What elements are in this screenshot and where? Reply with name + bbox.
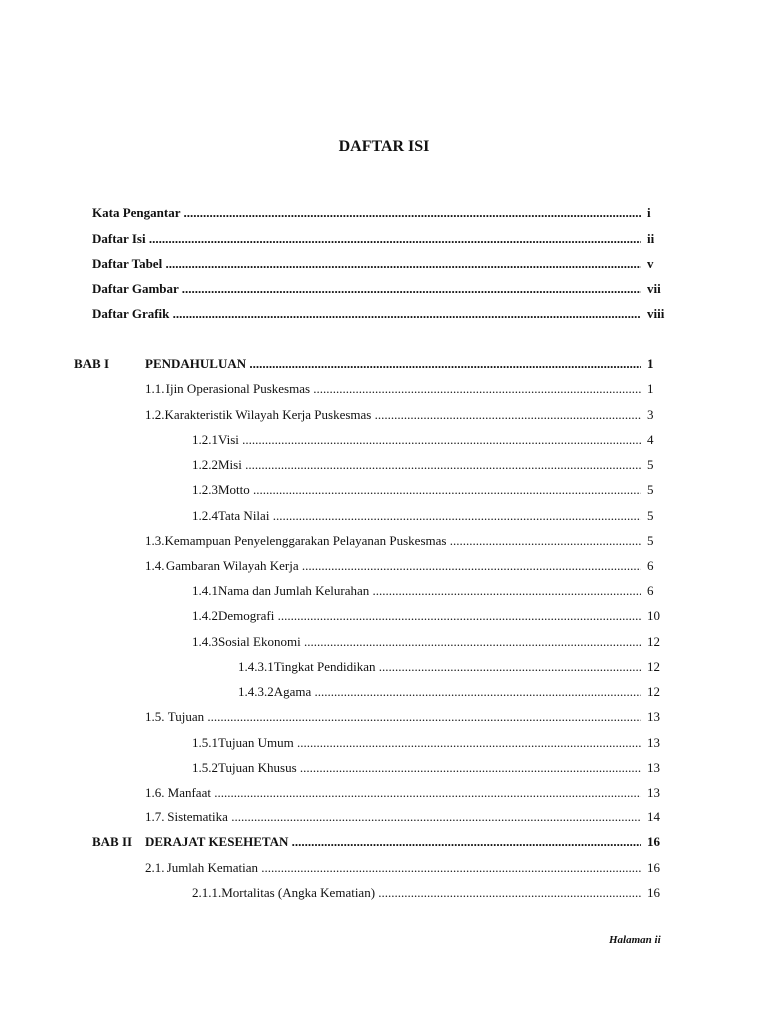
toc-entry-label: Tata Nilai ..... [218,506,641,526]
toc-entry[interactable] [192,733,673,753]
toc-entry-number: 1.4.3.1 [238,659,274,674]
toc-entry-page: 6 [647,583,654,598]
toc-entry[interactable] [92,304,673,324]
toc-entry-label: Demografi ..... [218,606,641,626]
toc-entry-label: Tujuan Umum ..... [218,733,641,753]
toc-entry-label: Mortalitas (Angka Kematian) ..... [221,883,641,903]
toc-entry[interactable] [145,707,673,727]
toc-entry-page: viii [647,306,665,321]
toc-entry[interactable] [238,682,673,702]
toc-entry-number: 1.3. [145,533,165,548]
chapter-title: DERAJAT KESEHETAN ..... [145,832,641,852]
toc-entry-number: 1.6. [145,785,165,800]
chapter-page: 1 [647,356,654,371]
toc-entry[interactable] [145,858,673,878]
toc-entry[interactable] [145,379,673,399]
toc-entry-number: 1.5.1 [192,735,218,750]
toc-entry-label: Ijin Operasional Puskesmas ..... [166,379,641,399]
toc-entry[interactable] [192,581,673,601]
toc-entry-label: Daftar Gambar ..... [92,279,641,299]
toc-entry-number: 1.4.3 [192,634,218,649]
toc-entry-label: Manfaat ..... [168,783,641,803]
toc-entry-label: Kata Pengantar ..... [92,203,641,223]
toc-entry-label: Sosial Ekonomi ..... [218,632,641,652]
toc-entry-number: 1.2. [145,407,165,422]
toc-entry-number: 1.4.2 [192,608,218,623]
toc-entry-number: 1.2.4 [192,508,218,523]
toc-entry[interactable] [92,229,673,249]
toc-entry-label: Kemampuan Penyelenggarakan Pelayanan Puskesmas ..... [165,531,642,551]
toc-entry-page: 14 [647,809,660,824]
toc-entry-number: 1.5.2 [192,760,218,775]
toc-entry[interactable] [145,531,673,551]
toc-entry[interactable] [92,203,673,223]
toc-entry-label: Tujuan ..... [168,707,641,727]
toc-entry-page: 16 [647,885,660,900]
toc-entry-label: Gambaran Wilayah Kerja ..... [166,556,641,576]
toc-entry-label: Visi ..... [218,430,641,450]
chapter-number: BAB I [74,356,110,371]
toc-entry-label: Misi ..... [218,455,641,475]
toc-entry-label: Daftar Grafik ..... [92,304,641,324]
toc-entry-page: 6 [647,558,654,573]
toc-entry-number: 2.1.1. [192,885,222,900]
toc-entry-label: Tingkat Pendidikan ..... [274,657,641,677]
toc-entry-page: 5 [647,482,654,497]
toc-entry[interactable] [192,606,673,626]
chapter-entry[interactable] [145,832,673,852]
toc-entry-page: 13 [647,785,660,800]
toc-entry-label: Tujuan Khusus ..... [218,758,641,778]
toc-entry-label: Jumlah Kematian ..... [167,858,641,878]
toc-entry[interactable] [92,279,673,299]
toc-entry-page: 5 [647,533,654,548]
toc-entry-page: 10 [647,608,660,623]
toc-entry-number: 1.7. [145,809,165,824]
toc-entry[interactable] [192,506,673,526]
toc-entry-page: 12 [647,684,660,699]
toc-entry-page: 5 [647,457,654,472]
chapter-entry[interactable] [145,354,673,374]
toc-entry-page: 13 [647,735,660,750]
toc-entry[interactable] [192,758,673,778]
toc-entry-page: 3 [647,407,654,422]
toc-entry-number: 1.5. [145,709,165,724]
toc-entry[interactable] [92,254,673,274]
toc-entry-label: Motto ..... [218,480,641,500]
toc-entry-page: 4 [647,432,654,447]
toc-entry[interactable] [145,783,673,803]
page-footer: Halaman ii [609,934,661,946]
toc-entry-page: i [647,205,651,220]
chapter-page: 16 [647,834,660,849]
toc-entry-page: v [647,256,654,271]
toc-entry[interactable] [192,480,673,500]
toc-entry-number: 1.2.2 [192,457,218,472]
toc-entry-label: Sistematika ..... [167,807,641,827]
toc-entry-number: 2.1. [145,860,165,875]
toc-entry-page: 5 [647,508,654,523]
toc-entry[interactable] [192,455,673,475]
toc-entry-number: 1.2.1 [192,432,218,447]
toc-entry-page: 13 [647,709,660,724]
toc-entry-number: 1.2.3 [192,482,218,497]
toc-entry[interactable] [145,405,673,425]
page-title: DAFTAR ISI [338,138,430,155]
toc-entry[interactable] [192,883,673,903]
toc-entry-page: vii [647,281,661,296]
toc-entry-number: 1.4.3.2 [238,684,274,699]
toc-entry-page: 12 [647,659,660,674]
toc-entry-label: Nama dan Jumlah Kelurahan ..... [218,581,641,601]
toc-entry-page: 13 [647,760,660,775]
toc-entry-label: Daftar Isi ..... [92,229,641,249]
toc-entry[interactable] [238,657,673,677]
toc-entry-page: 1 [647,381,654,396]
toc-entry-number: 1.4.1 [192,583,218,598]
toc-entry-page: 16 [647,860,660,875]
toc-entry-number: 1.1. [145,381,165,396]
toc-entry-label: Karakteristik Wilayah Kerja Puskesmas ..... [165,405,641,425]
toc-entry-page: ii [647,231,655,246]
toc-entry-page: 12 [647,634,660,649]
toc-entry-number: 1.4. [145,558,165,573]
chapter-title: PENDAHULUAN ..... [145,354,641,374]
toc-entry[interactable] [192,430,673,450]
toc-entry-label: Agama ..... [274,682,641,702]
toc-entry[interactable] [145,807,673,827]
chapter-number: BAB II [92,834,133,849]
toc-entry-label: Daftar Tabel ..... [92,254,641,274]
toc-entry[interactable] [145,556,673,576]
toc-entry[interactable] [192,632,673,652]
